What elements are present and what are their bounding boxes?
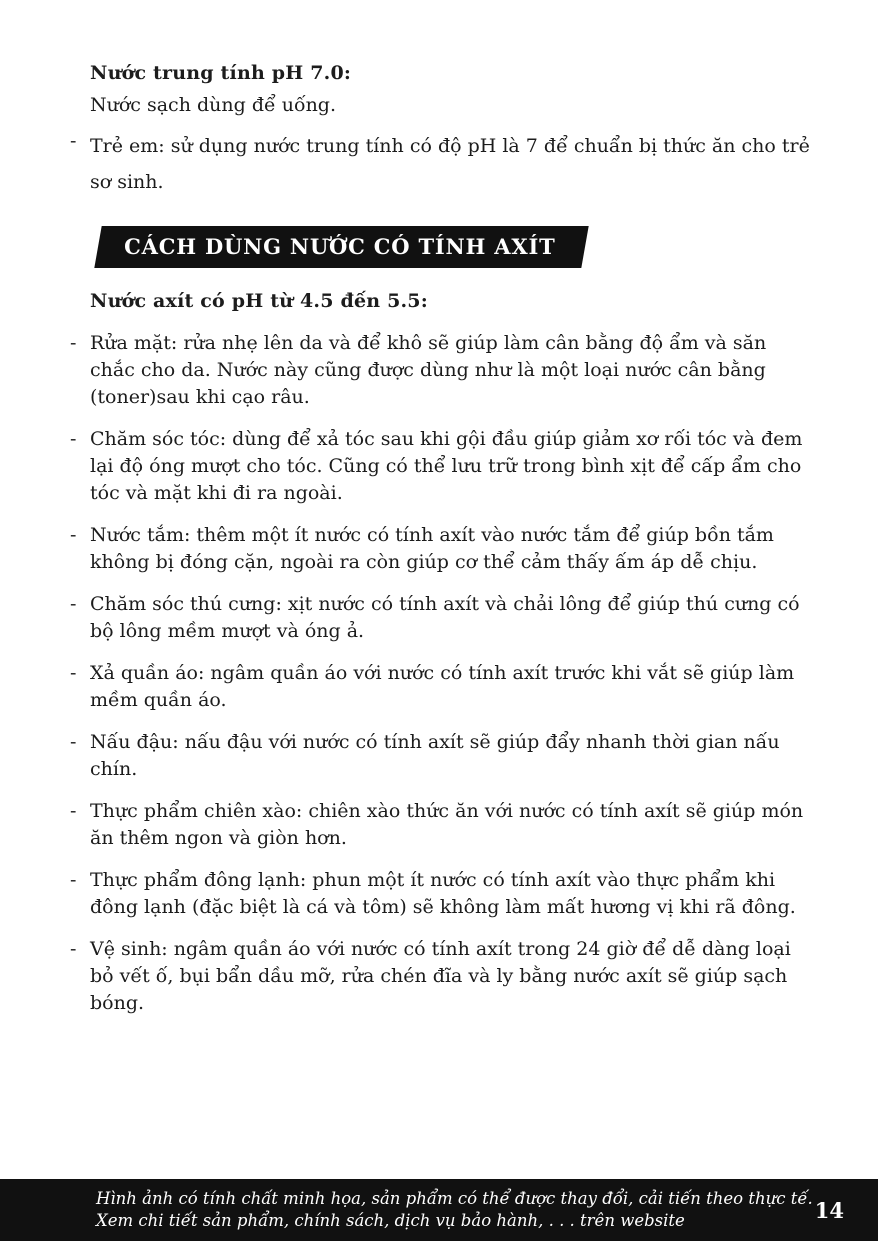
dash-marker — [70, 867, 90, 894]
footer-disclaimer — [96, 1188, 815, 1233]
dash-marker — [70, 936, 90, 963]
list-item — [70, 426, 812, 507]
intro-line: Nước sạch dùng để uống. — [90, 94, 337, 116]
list-item — [70, 591, 812, 645]
list-item — [70, 330, 812, 411]
footer-disclaimer-line2: Xem chi tiết sản phẩm, chính sách, dịch vụ bảo hành, . . . trên website — [96, 1211, 685, 1230]
list-item — [70, 660, 812, 714]
section-banner-title: CÁCH DÙNG NƯỚC CÓ TÍNH AXÍT — [124, 234, 556, 260]
list-item-text: Thực phẩm đông lạnh: phun một ít nước có tính axít vào thực phẩm khi đông lạnh (đặc biệt là cá và tôm) sẽ không làm mất hương vị khi rã đông. — [90, 868, 796, 918]
list-item-text: Rửa mặt: rửa nhẹ lên da và để khô sẽ giúp làm cân bằng độ ẩm và săn chắc cho da. Nước này cũng được dùng như là một loại nước cân bằng (toner)sau khi cạo râu. — [90, 332, 767, 409]
intro-heading: Nước trung tính pH 7.0: — [90, 62, 352, 84]
dash-marker — [70, 798, 90, 825]
list-item-text: Nấu đậu: nấu đậu với nước có tính axít sẽ giúp đẩy nhanh thời gian nấu chín. — [90, 730, 780, 780]
dash-marker — [70, 128, 90, 155]
list-item-text: Nước tắm: thêm một ít nước có tính axít vào nước tắm để giúp bồn tắm không bị đóng cặn, ngoài ra còn giúp cơ thể cảm thấy ấm áp dễ chịu. — [90, 524, 774, 573]
list-item-text: Thực phẩm chiên xào: chiên xào thức ăn với nước có tính axít sẽ giúp món ăn thêm ngon và giòn hơn. — [90, 799, 804, 849]
list-item-text: Vệ sinh: ngâm quần áo với nước có tính axít trong 24 giờ để dễ dàng loại bỏ vết ố, bụi bẩn dầu mỡ, rửa chén đĩa và ly bằng nước axít sẽ giúp sạch bóng. — [90, 937, 791, 1014]
dash-marker — [70, 522, 90, 549]
list-item-text: Chăm sóc tóc: dùng để xả tóc sau khi gội đầu giúp giảm xơ rối tóc và đem lại độ óng mượt cho tóc. Cũng có thể lưu trữ trong bình xịt để cấp ẩm cho tóc và mặt khi đi ra ngoài. — [90, 428, 803, 505]
section-subheading: Nước axít có pH từ 4.5 đến 5.5: — [90, 290, 428, 313]
dash-marker — [70, 426, 90, 453]
footer-disclaimer-line1: Hình ảnh có tính chất minh họa, sản phẩm có thể được thay đổi, cải tiến theo thực tế. — [96, 1188, 813, 1208]
list-item — [70, 936, 812, 1017]
dash-marker — [70, 330, 90, 357]
page-number: 14 — [814, 1197, 844, 1223]
dash-marker — [70, 660, 90, 687]
page-footer — [0, 1179, 878, 1241]
list-item-text: Chăm sóc thú cưng: xịt nước có tính axít và chải lông để giúp thú cưng có bộ lông mềm mượt và óng ả. — [90, 592, 800, 642]
list-item-text: Trẻ em: sử dụng nước trung tính có độ pH là 7 để chuẩn bị thức ăn cho trẻ sơ sinh. — [90, 135, 810, 194]
list-item — [70, 522, 812, 576]
section-banner — [94, 226, 589, 268]
list-item — [70, 128, 812, 200]
dash-marker — [70, 591, 90, 618]
list-item — [70, 867, 812, 921]
list-item — [70, 798, 812, 852]
list-item — [70, 729, 812, 783]
section-banner-wrap — [98, 226, 812, 268]
list-item-text: Xả quần áo: ngâm quần áo với nước có tính axít trước khi vắt sẽ giúp làm mềm quần áo. — [90, 661, 795, 711]
dash-marker — [70, 729, 90, 756]
